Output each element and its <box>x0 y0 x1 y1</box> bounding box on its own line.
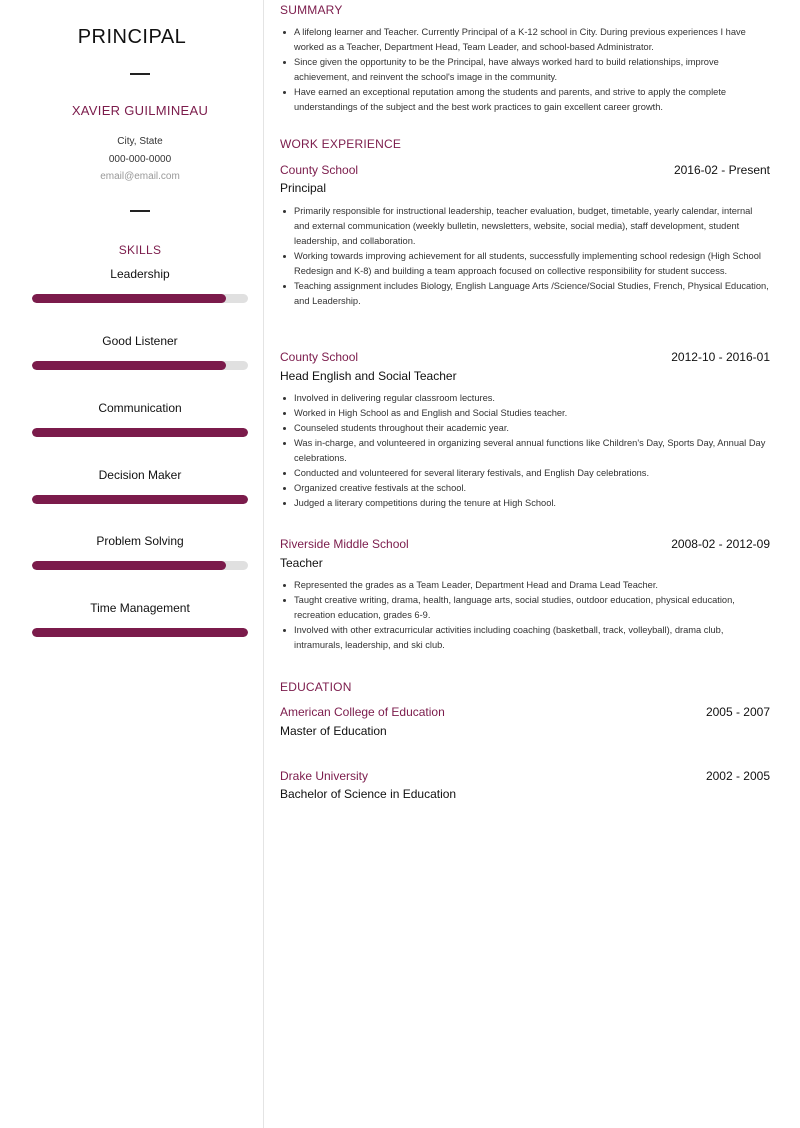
education-heading: EDUCATION <box>280 680 352 694</box>
job-duties <box>280 391 770 511</box>
degree: Master of Education <box>280 724 387 738</box>
phone: 000-000-0000 <box>108 154 172 165</box>
skill-name: Good Listener <box>102 334 178 348</box>
job-duties <box>280 204 770 309</box>
skill-bar <box>32 361 248 370</box>
person-name: XAVIER GUILMINEAU <box>71 103 209 118</box>
skill-bar <box>32 628 248 637</box>
list-item: Since given the opportunity to be the Principal, have always worked hard to build relationships, improve achievement, and reinvent the school's image in the community. <box>280 55 770 85</box>
list-item: Teaching assignment includes Biology, English Language Arts /Science/Social Studies, French, Physical Education, and Leadership. <box>280 279 770 309</box>
list-item: Worked in High School as and English and Social Studies teacher. <box>280 406 770 421</box>
skill-bar <box>32 561 248 570</box>
skill-bar-fill <box>32 361 226 370</box>
skill-bar <box>32 428 248 437</box>
skill-name: Communication <box>98 401 182 415</box>
list-item: Conducted and volunteered for several literary festivals, and English Day celebrations. <box>280 466 770 481</box>
list-item: Working towards improving achievement for all students, successfully implementing school redesign (High School Redesign and K-8) and building a team approach focused on collective responsibility for student success. <box>280 249 770 279</box>
school-name: American College of Education <box>280 705 445 719</box>
list-item: Organized creative festivals at the school. <box>280 481 770 496</box>
skill-bar-fill <box>32 294 226 303</box>
summary-list <box>280 25 770 115</box>
location: City, State <box>117 136 163 147</box>
skill-bar <box>32 495 248 504</box>
list-item: Have earned an exceptional reputation among the students and parents, and strive to apply the complete understandings of the subject and the best work practices to gain excellent career growth. <box>280 85 770 115</box>
sidebar <box>0 0 264 1128</box>
skill-bar-fill <box>32 495 248 504</box>
skill-bar-fill <box>32 561 226 570</box>
education-dates: 2005 - 2007 <box>705 705 770 719</box>
divider <box>130 210 150 212</box>
divider <box>130 73 150 75</box>
employer: County School <box>280 163 359 177</box>
school-name: Drake University <box>280 769 369 783</box>
job-role: Teacher <box>280 556 323 570</box>
list-item: Counseled students throughout their academic year. <box>280 421 770 436</box>
skill-bar-fill <box>32 428 248 437</box>
email-link[interactable]: email@email.com <box>100 171 180 182</box>
list-item: Was in-charge, and volunteered in organizing several annual functions like Children's Day, Sports Day, Annual Day celebrations. <box>280 436 770 466</box>
summary-heading: SUMMARY <box>280 3 343 17</box>
employment-dates: 2016-02 - Present <box>673 163 770 177</box>
employer: Riverside Middle School <box>280 537 409 551</box>
list-item: Involved in delivering regular classroom lectures. <box>280 391 770 406</box>
skill-name: Time Management <box>90 601 190 615</box>
list-item: Judged a literary competitions during the tenure at High School. <box>280 496 770 511</box>
list-item: Taught creative writing, drama, health, language arts, social studies, outdoor education, physical education, recreation education, grades 6-9. <box>280 593 770 623</box>
employment-dates: 2008-02 - 2012-09 <box>671 537 770 551</box>
employer: County School <box>280 350 359 364</box>
employment-dates: 2012-10 - 2016-01 <box>671 350 770 364</box>
list-item: Involved with other extracurricular activities including coaching (basketball, track, volleyball), drama club, intramurals, leadership, and ski club. <box>280 623 770 653</box>
job-role: Principal <box>280 181 327 195</box>
skill-name: Leadership <box>110 267 170 281</box>
work-heading: WORK EXPERIENCE <box>280 137 402 151</box>
job-duties <box>280 578 770 653</box>
skill-name: Decision Maker <box>98 468 182 482</box>
job-title: PRINCIPAL <box>77 26 187 48</box>
list-item: Represented the grades as a Team Leader, Department Head and Drama Lead Teacher. <box>280 578 770 593</box>
skill-bar-fill <box>32 628 248 637</box>
skills-heading: SKILLS <box>118 243 162 257</box>
list-item: Primarily responsible for instructional leadership, teacher evaluation, budget, timetable, yearly calendar, internal and external communication (weekly bulletin, newsletters, website, social media), staff development, student leadership, and collaboration. <box>280 204 770 249</box>
skill-bar <box>32 294 248 303</box>
job-role: Head English and Social Teacher <box>280 369 457 383</box>
education-dates: 2002 - 2005 <box>705 769 770 783</box>
degree: Bachelor of Science in Education <box>280 787 457 801</box>
skill-name: Problem Solving <box>96 534 184 548</box>
list-item: A lifelong learner and Teacher. Currently Principal of a K-12 school in City. During previous experiences I have worked as a Teacher, Department Head, Team Leader, and school-based Administrator. <box>280 25 770 55</box>
